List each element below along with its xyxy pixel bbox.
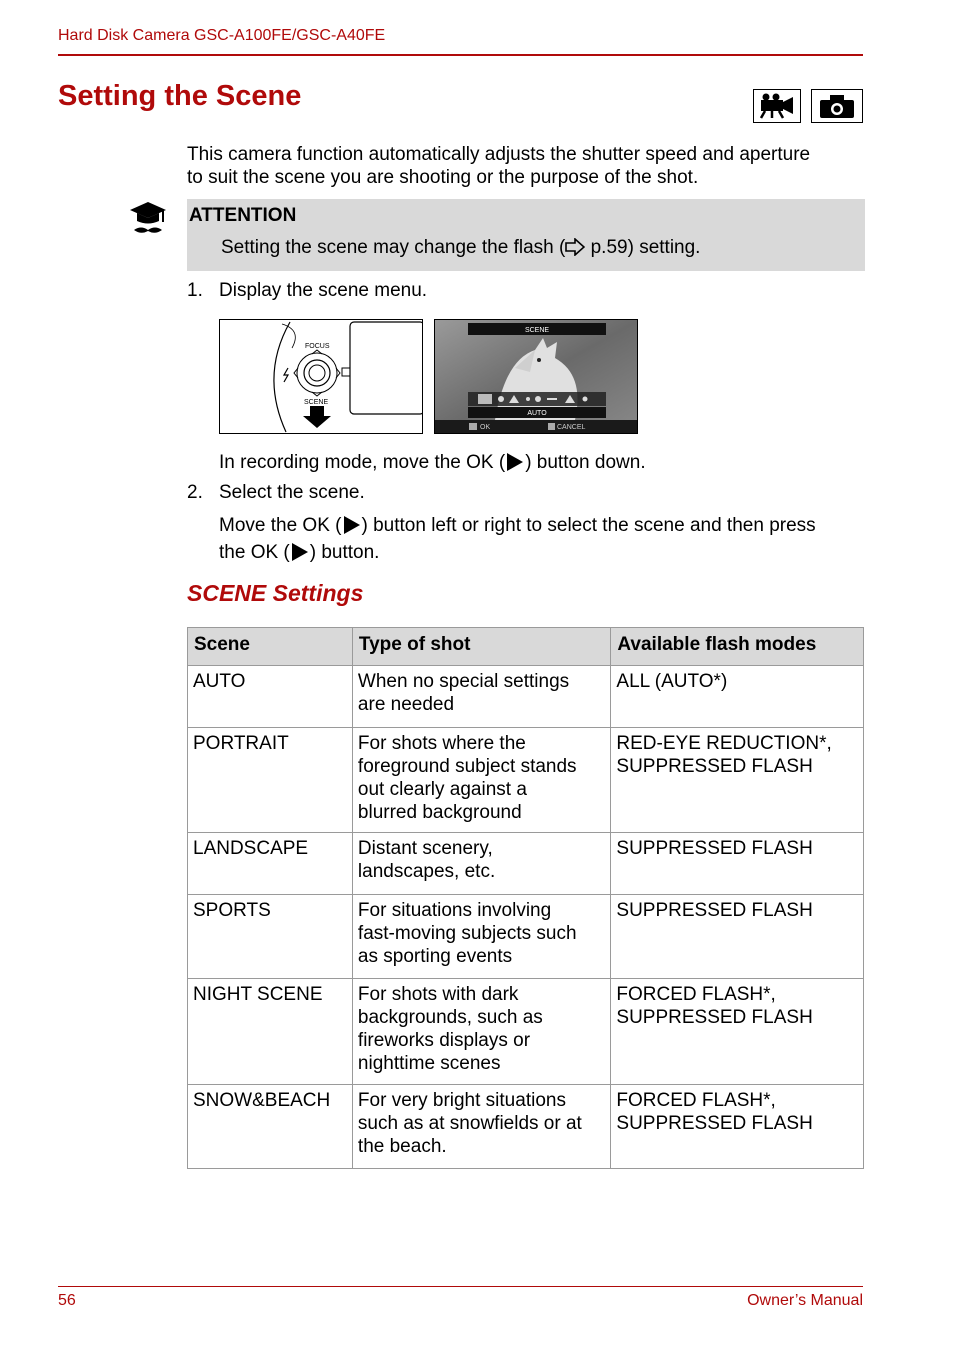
type-of-shot-cell-line: fireworks displays or	[357, 1030, 531, 1051]
scene-cell-line: LANDSCAPE	[193, 838, 309, 859]
step2-note-l1-before: Move the OK (	[219, 515, 342, 536]
camera-control-figure	[219, 319, 423, 434]
type-of-shot-cell-line: For shots where the	[357, 733, 526, 754]
type-of-shot-cell-line: foreground subject stands	[357, 756, 577, 777]
type-of-shot-cell-line: out clearly against a	[357, 779, 527, 800]
step2-note-line-1	[219, 514, 816, 537]
scene-cell	[188, 666, 353, 728]
flash-modes-cell-line: FORCED FLASH*,	[616, 984, 776, 1005]
step2-text: Select the scene.	[219, 482, 365, 503]
type-of-shot-cell-line: For very bright situations	[357, 1090, 566, 1111]
type-of-shot-cell-line: the beach.	[357, 1136, 447, 1157]
screen-banner-label: SCENE	[524, 327, 550, 334]
flash-modes-cell	[611, 895, 864, 979]
screen-selected-label: AUTO	[527, 410, 547, 417]
step1-note-before: In recording mode, move the OK (	[219, 452, 506, 473]
intro-line-2: to suit the scene you are shooting or the purpose of the shot.	[187, 167, 699, 188]
flash-modes-cell-line: SUPPRESSED FLASH	[616, 756, 813, 777]
scene-cell-line: PORTRAIT	[193, 733, 289, 754]
table-row	[188, 666, 864, 728]
step1-text: Display the scene menu.	[219, 280, 428, 301]
flash-modes-cell-line: ALL (AUTO*)	[616, 671, 728, 692]
step2-note-l1-after: ) button left or right to select the scene and then press	[361, 515, 816, 536]
table-row	[188, 895, 864, 979]
header-scene: Scene	[188, 628, 353, 666]
header-type-of-shot: Type of shot	[352, 628, 610, 666]
movie-camera-icon	[753, 89, 801, 123]
type-of-shot-cell-line: as sporting events	[357, 946, 513, 967]
step2-number: 2.	[187, 482, 203, 503]
flash-modes-cell	[611, 1085, 864, 1169]
type-of-shot-cell-line: blurred background	[357, 802, 522, 823]
attention-title: ATTENTION	[189, 205, 297, 226]
scene-cell-line: SNOW&BEACH	[193, 1090, 331, 1111]
footer-rule	[58, 1286, 863, 1287]
page-number: 56	[58, 1292, 76, 1309]
scene-cell-line: AUTO	[193, 671, 246, 692]
type-of-shot-cell	[352, 895, 610, 979]
table-row	[188, 728, 864, 833]
ok-button-arrow-icon	[507, 453, 523, 471]
ok-button-arrow-icon	[344, 516, 360, 534]
step2-note-l2-after: ) button.	[309, 542, 380, 563]
table-header-row	[188, 628, 864, 666]
flash-modes-cell	[611, 666, 864, 728]
flash-modes-cell-line: SUPPRESSED FLASH	[616, 900, 813, 921]
still-camera-icon	[811, 89, 863, 123]
scene-cell-line: NIGHT SCENE	[193, 984, 323, 1005]
page-reference-arrow-icon	[565, 238, 585, 262]
step2-note-l2-before: the OK (	[219, 542, 290, 563]
scene-cell	[188, 979, 353, 1085]
table-row	[188, 1085, 864, 1169]
step1-number: 1.	[187, 280, 203, 301]
ok-button-arrow-icon	[292, 543, 308, 561]
scene-cell	[188, 728, 353, 833]
section-heading: SCENE Settings	[187, 580, 364, 606]
scene-label: SCENE	[304, 399, 329, 406]
type-of-shot-cell-line: Distant scenery,	[357, 838, 493, 859]
step1-note	[219, 451, 646, 474]
header-flash-modes: Available flash modes	[611, 628, 864, 666]
flash-modes-cell-line: FORCED FLASH*,	[616, 1090, 776, 1111]
attention-text-before: Setting the scene may change the flash (	[221, 237, 566, 258]
type-of-shot-cell-line: such as at snowfields or at	[357, 1113, 582, 1134]
intro-line-1: This camera function automatically adjusts the shutter speed and aperture	[187, 144, 811, 165]
step1-note-after: ) button down.	[525, 452, 646, 473]
table-row	[188, 833, 864, 895]
header-rule	[58, 54, 863, 56]
type-of-shot-cell-line: For shots with dark	[357, 984, 519, 1005]
type-of-shot-cell	[352, 666, 610, 728]
scene-cell	[188, 1085, 353, 1169]
scene-cell	[188, 833, 353, 895]
type-of-shot-cell	[352, 728, 610, 833]
page-title: Setting the Scene	[58, 80, 302, 112]
screen-ok-label: OK	[480, 424, 491, 431]
footer-manual-title: Owner’s Manual	[747, 1292, 863, 1309]
type-of-shot-cell-line: nighttime scenes	[357, 1053, 501, 1074]
flash-modes-cell-line: SUPPRESSED FLASH	[616, 838, 813, 859]
type-of-shot-cell-line: backgrounds, such as	[357, 1007, 543, 1028]
type-of-shot-cell-line: landscapes, etc.	[357, 861, 496, 882]
flash-modes-cell-line: RED-EYE REDUCTION*,	[616, 733, 832, 754]
type-of-shot-cell	[352, 1085, 610, 1169]
attention-text-after: p.59) setting.	[585, 237, 701, 258]
table-row	[188, 979, 864, 1085]
type-of-shot-cell-line: For situations involving	[357, 900, 552, 921]
flash-modes-cell-line: SUPPRESSED FLASH	[616, 1113, 813, 1134]
flash-modes-cell-line: SUPPRESSED FLASH	[616, 1007, 813, 1028]
flash-modes-cell	[611, 728, 864, 833]
flash-modes-cell	[611, 979, 864, 1085]
focus-label: FOCUS	[305, 343, 330, 350]
scene-cell-line: SPORTS	[193, 900, 271, 921]
type-of-shot-cell	[352, 979, 610, 1085]
scene-cell	[188, 895, 353, 979]
flash-modes-cell	[611, 833, 864, 895]
scene-menu-screen-figure	[434, 319, 638, 434]
type-of-shot-cell	[352, 833, 610, 895]
graduate-cap-icon	[128, 200, 168, 241]
type-of-shot-cell-line: When no special settings	[357, 671, 570, 692]
step2-note-line-2	[219, 541, 379, 564]
screen-cancel-label: CANCEL	[557, 424, 586, 431]
type-of-shot-cell-line: are needed	[357, 694, 455, 715]
running-header: Hard Disk Camera GSC-A100FE/GSC-A40FE	[58, 27, 386, 44]
attention-text	[221, 237, 700, 262]
type-of-shot-cell-line: fast-moving subjects such	[357, 923, 577, 944]
scene-settings-table	[187, 627, 864, 1169]
